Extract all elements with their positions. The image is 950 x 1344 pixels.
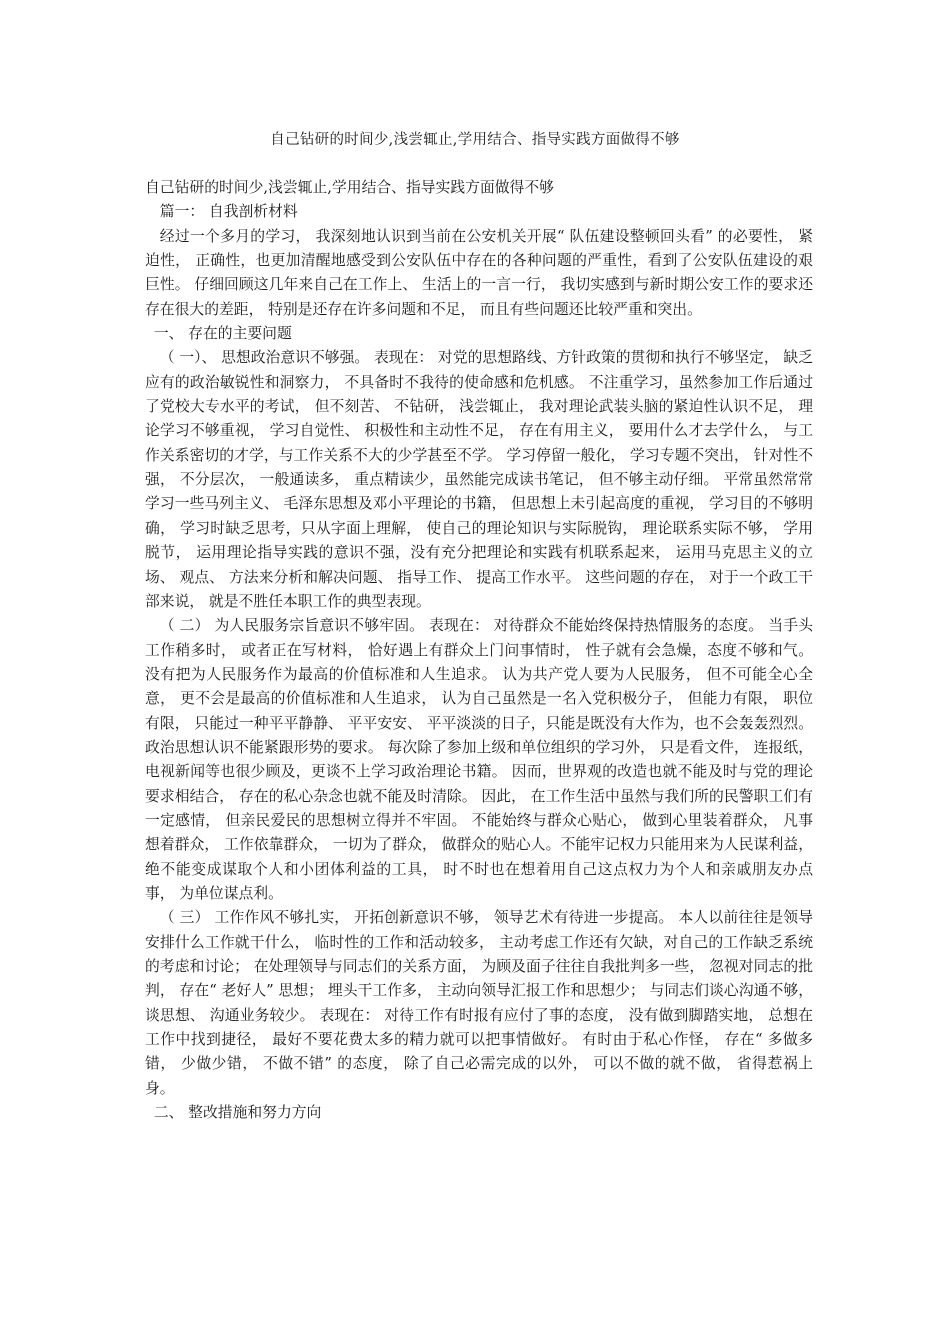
problem-paragraph-1: （ 一）、 思想政治意识不够强。 表现在： 对党的思想路线、方针政策的贯彻和执行不够坚定， 缺乏应有的政治敏锐性和洞察力， 不具备时不我待的使命感和危机感。 不注重学习，虽然参加工作后通过了党校大专水平的考试， 但不刻苦、 不钻研， 浅尝辄止， 我对理论武装头脑的紧迫性认识不足， 理论学习不够重视， 学习自觉性、 积极性和主动性不足， 存在有用主义， 要用什么才去学什么， 与工作关系密切的才学，与工作关系不大的少学甚至不学。 学习停留一般化， 学习专题不突出， 针对性不强， 不分层次， 一般通读多， 重点精读少，虽然能完成读书笔记， 但不够主动仔细。 平常虽然常常学习一些马列主义、 毛泽东思想及邓小平理论的书籍， 但思想上未引起高度的重视， 学习目的不够明确， 学习时缺乏思考，只从字面上理解， 使自己的理论知识与实际脱钩， 理论联系实际不够， 学用脱节， 运用理论指导实践的意识不强，没有充分把理论和实践有机联系起来， 运用马克思主义的立场、 观点、 方法来分析和解决问题、 指导工作、 提高工作水平。 这些问题的存在， 对于一个政工干部来说， 就是不胜任本职工作的典型表现。 — [145, 349, 813, 610]
section-heading-measures: 二、 整改措施和努力方向 — [153, 1104, 322, 1122]
section-heading-problems: 一、 存在的主要问题 — [153, 325, 292, 343]
document-title: 自己钻研的时间少,浅尝辄止,学用结合、指导实践方面做得不够 — [270, 132, 680, 148]
problem-paragraph-2: （ 二） 为人民服务宗旨意识不够牢固。 表现在： 对待群众不能始终保持热情服务的态度。 当手头工作稍多时， 或者正在写材料， 恰好遇上有群众上门问事情时， 性子就有会急燥，态度不够和气。 没有把为人民服务作为最高的价值标准和人生追求。 认为共产党人要为人民服务， 但不可能全心全意， 更不会是最高的价值标准和人生追求， 认为自己虽然是一名入党积极分子， 但能力有限， 职位有限， 只能过一种平平静静、 平平安安、 平平淡淡的日子，只能是既没有大作为，也不会轰轰烈烈。 政治思想认识不能紧跟形势的要求。 每次除了参加上级和单位组织的学习外， 只是看文件， 连报纸，电视新闻等也很少顾及，更谈不上学习政治理论书籍。 因而，世界观的改造也就不能及时与党的理论要求相结合， 存在的私心杂念也就不能及时清除。 因此， 在工作生活中虽然与我们所的民警职工们有一定感情， 但亲民爱民的思想树立得并不牢固。 不能始终与群众心贴心， 做到心里装着群众， 凡事想着群众， 工作依靠群众， 一切为了群众， 做群众的贴心人。不能牢记权力只能用来为人民谋利益， 绝不能变成谋取个人和小团体利益的工具， 时不时也在想着用自己这点权力为个人和亲戚朋友办点事， 为单位谋点利。 — [145, 617, 813, 902]
section-heading-pian-yi: 篇一： 自我剖析材料 — [159, 203, 298, 221]
document-body — [145, 176, 813, 1125]
intro-paragraph: 经过一个多月的学习， 我深刻地认识到当前在公安机关开展“ 队伍建设整顿回头看” 的必要性， 紧迫性， 正确性，也更加清醒地感受到公安队伍中存在的各种问题的严重性，看到了公安队伍建设的艰巨性。 仔细回顾这几年来自己在工作上、 生活上的一言一行， 我切实感到与新时期公安工作的要求还存在很大的差距， 特别是还存在许多问题和不足， 而且有些问题还比较严重和突出。 — [145, 227, 813, 318]
problem-paragraph-3: （ 三） 工作作风不够扎实， 开拓创新意识不够， 领导艺术有待进一步提高。 本人以前往往是领导安排什么工作就干什么， 临时性的工作和活动较多， 主动考虑工作还有欠缺，对自己的工作缺乏系统的考虑和讨论； 在处理领导与同志们的关系方面， 为顾及面子往往自我批判多一些， 忽视对同志的批判， 存在“ 老好人” 思想； 埋头干工作多， 主动向领导汇报工作和思想少； 与同志们谈心沟通不够， 谈思想、 沟通业务较少。 表现在： 对待工作有时报有应付了事的态度， 没有做到脚踏实地， 总想在工作中找到捷径， 最好不要花费太多的精力就可以把事情做好。 有时由于私心作怪， 存在“ 多做多错， 少做少错， 不做不错” 的态度， 除了自己必需完成的以外， 可以不做的就不做， 省得惹祸上身。 — [145, 909, 813, 1097]
body-subtitle: 自己钻研的时间少,浅尝辄止,学用结合、指导实践方面做得不够 — [145, 179, 554, 196]
